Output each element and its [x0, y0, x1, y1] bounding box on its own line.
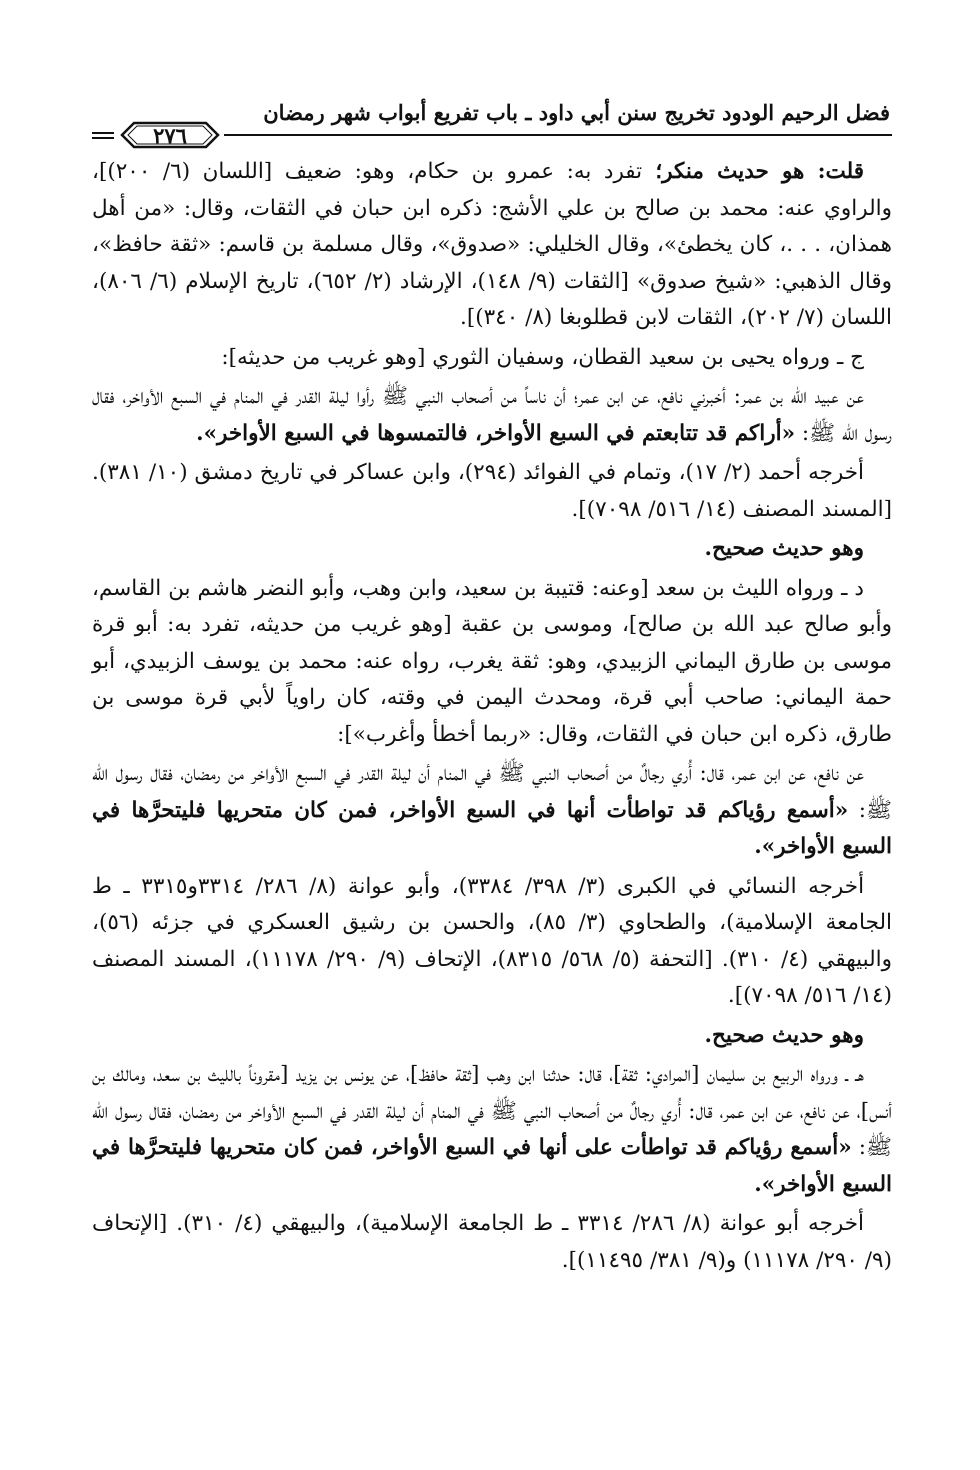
bold-text: وهو حديث صحيح.	[704, 1022, 864, 1048]
page-number: ٢٧٦	[153, 123, 187, 148]
page-number-ornament	[88, 118, 224, 152]
text-run: هـ ـ ورواه الربيع بن سليمان [المرادي: ثقة]، قال: حدثنا ابن وهب [ثقة حافظ]، عن يونس بن يزيد [مقروناً بالليث بن سعد، ومالك بن أنس]، عن نافع، عن ابن عمر، قال: أُري رجالٌ من أصحاب النبي ﷺ في المنام أن ليلة القدر في السبع الأواخر من رمضان، فقال رسول الله ﷺ:	[92, 1062, 892, 1160]
document-page	[92, 92, 892, 1392]
paragraph	[92, 531, 892, 568]
paragraph	[92, 1057, 892, 1203]
paragraph	[92, 455, 892, 528]
bold-text: «أراكم قد تتابعتم في السبع الأواخر، فالتمسوها في السبع الأواخر».	[196, 420, 796, 446]
text-run: أخرجه النسائي في الكبرى (٣/ ٣٩٨/ ٣٣٨٤)، وأبو عوانة (٨/ ٢٨٦/ ٣٣١٤و٣٣١٥ ـ ط الجامعة الإسلامية)، والطحاوي (٣/ ٨٥)، والحسن بن رشيق العسكري في جزئه (٥٦)، والبيهقي (٤/ ٣١٠). [التحفة (٥/ ٥٦٨/ ٨٣١٥)، الإتحاف (٩/ ٢٩٠/ ١١١٧٨)، المسند المصنف (١٤/ ٥١٦/ ٧٠٩٨)].	[92, 873, 893, 1008]
paragraph	[92, 869, 892, 1015]
paragraph	[92, 154, 892, 337]
paragraph	[92, 1018, 892, 1055]
paragraph	[92, 1206, 892, 1279]
text-run: عن نافع، عن ابن عمر، قال: أُري رجالٌ من أصحاب النبي ﷺ في المنام أن ليلة القدر في السبع الأواخر من رمضان، فقال رسول الله ﷺ:	[92, 761, 892, 823]
bold-text: قلت: هو حديث منكر؛	[642, 159, 865, 184]
bold-text: وهو حديث صحيح.	[704, 536, 864, 561]
text-run: أخرجه أبو عوانة (٨/ ٢٨٦/ ٣٣١٤ ـ ط الجامعة الإسلامية)، والبيهقي (٤/ ٣١٠). [الإتحاف (٩/ ٢٩٠/ ١١١٧٨) و(٩/ ٣٨١/ ١١٤٩٥)].	[92, 1211, 892, 1273]
paragraph	[92, 756, 892, 866]
text-run: ج ـ ورواه يحيى بن سعيد القطان، وسفيان الثوري [وهو غريب من حديثه]:	[221, 344, 864, 370]
ornament-dashes	[92, 132, 114, 139]
bold-text: «أسمع رؤياكم قد تواطأت أنها في السبع الأواخر، فمن كان متحريها فليتحرَّها في السبع الأواخر».	[92, 797, 892, 859]
paragraph	[92, 379, 892, 452]
text-run: أخرجه أحمد (٢/ ١٧)، وتمام في الفوائد (٢٩٤)، وابن عساكر في تاريخ دمشق (١٠/ ٣٨١). [المسند المصنف (١٤/ ٥١٦/ ٧٠٩٨)].	[92, 460, 892, 522]
body-text	[92, 154, 892, 1279]
text-run: عن عبيد الله بن عمر: أخبرني نافع، عن ابن عمر؛ أن ناساً من أصحاب النبي ﷺ رأوا ليلة القدر في المنام في السبع الأواخر، فقال رسول الله ﷺ:	[92, 384, 892, 446]
text-run: د ـ ورواه الليث بن سعد [وعنه: قتيبة بن سعيد، وابن وهب، وأبو النضر هاشم بن القاسم، وأبو صالح عبد الله بن صالح]، وموسى بن عقبة [وهو غريب من حديثه، تفرد به: أبو قرة موسى بن طارق اليماني الزبيدي، وهو: ثقة يغرب، رواه عنه: محمد بن يوسف الزبيدي، أبو حمة اليماني: صاحب أبي قرة، ومحدث اليمن في وقته، كان راوياً لأبي قرة موسى بن طارق، ذكره ابن حبان في الثقات، وقال: «ربما أخطأ وأغرب»]:	[92, 575, 892, 747]
header-title: فضل الرحيم الودود تخريج سنن أبي داود ـ باب تفريع أبواب شهر رمضان	[263, 100, 890, 125]
bold-text: «أسمع رؤياكم قد تواطأت على أنها في السبع الأواخر، فمن كان متحريها فليتحرَّها في السبع الأواخر».	[92, 1135, 892, 1197]
running-header	[92, 92, 892, 154]
text-run: تفرد به: عمرو بن حكام، وهو: ضعيف [اللسان (٦/ ٢٠٠)]، والراوي عنه: محمد بن صالح بن علي الأشج: ذكره ابن حبان في الثقات، وقال: «من أهل همذان، . . .، كان يخطئ»، وقال الخليلي: «صدوق»، وقال مسلمة بن قاسم: «ثقة حافظ»، وقال الذهبي: «شيخ صدوق» [الثقات (٩/ ١٤٨)، الإرشاد (٢/ ٦٥٢)، تاريخ الإسلام (٦/ ٨٠٦)، اللسان (٧/ ٢٠٢)، الثقات لابن قطلوبغا (٨/ ٣٤٠)].	[92, 159, 893, 330]
page-number-frame	[120, 120, 220, 150]
paragraph	[92, 571, 892, 754]
paragraph	[92, 340, 892, 377]
